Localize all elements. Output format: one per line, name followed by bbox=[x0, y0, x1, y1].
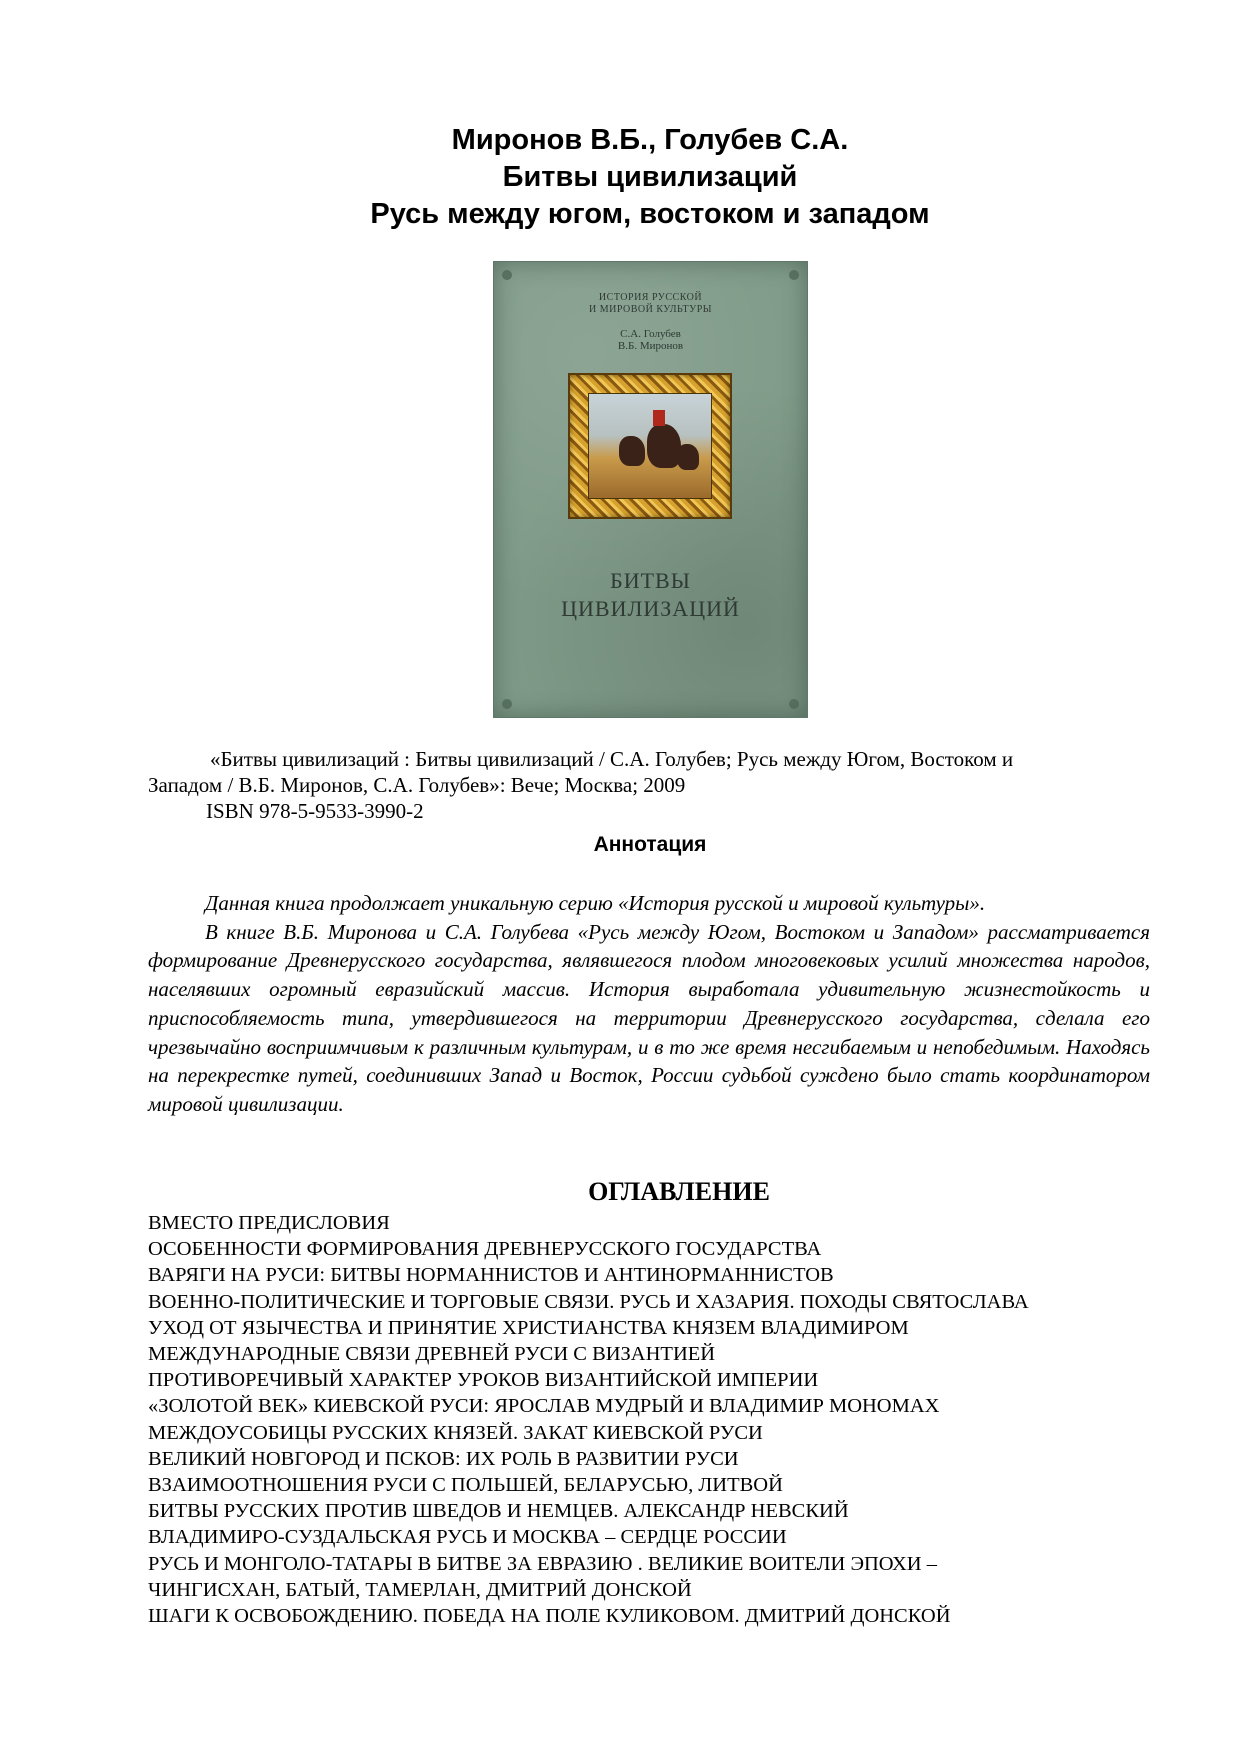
cover-corner-ornament bbox=[789, 699, 799, 709]
cover-corner-ornament bbox=[789, 270, 799, 280]
painting-rider bbox=[619, 436, 645, 466]
isbn: ISBN 978-5-9533-3990-2 bbox=[206, 799, 424, 823]
toc-item: «ЗОЛОТОЙ ВЕК» КИЕВСКОЙ РУСИ: ЯРОСЛАВ МУДРЫЙ И ВЛАДИМИР МОНОМАХ bbox=[148, 1395, 940, 1418]
painting-banner bbox=[653, 410, 665, 426]
annotation-body bbox=[148, 889, 1150, 1119]
annotation-paragraph: Данная книга продолжает уникальную серию «История русской и мировой культуры». bbox=[205, 891, 986, 915]
annotation-paragraph: В книге В.Б. Миронова и С.А. Голубева «Русь между Югом, Востоком и Западом» рассматривается формирование Древнерусского государства, являвшегося плодом многовековых усилий множества народов, населявших огромный евразийский массив. История выработала удивительную жизнестойкость и приспособляемость типа, утвердившегося на территории Древнерусского государства, сделала его чрезвычайно восприимчивым к различным культурам, и в то же время несгибаемым и непобедимым. Находясь на перекрестке путей, соединивших Запад и Восток, России судьбой суждено было стать координатором мировой цивилизации. bbox=[148, 919, 1150, 1116]
citation-text: «Битвы цивилизаций : Битвы цивилизаций / С.А. Голубев; Русь между Югом, Востоком и Западом / В.Б. Миронов, С.А. Голубев»: Вече; Москва; 2009 bbox=[148, 747, 1014, 797]
cover-corner-ornament bbox=[502, 270, 512, 280]
toc-item: ОСОБЕННОСТИ ФОРМИРОВАНИЯ ДРЕВНЕРУССКОГО ГОСУДАРСТВА bbox=[148, 1238, 822, 1261]
bibliographic-record bbox=[148, 746, 1048, 824]
painting-rider bbox=[677, 444, 699, 470]
document-header bbox=[0, 122, 1239, 233]
book-title: Битвы цивилизаций bbox=[502, 161, 798, 193]
toc-item: ВЗАИМООТНОШЕНИЯ РУСИ С ПОЛЬШЕЙ, БЕЛАРУСЬЮ, ЛИТВОЙ bbox=[148, 1474, 783, 1497]
cover-author: В.Б. Миронов bbox=[617, 340, 684, 352]
cover-series-line: ИСТОРИЯ РУССКОЙ bbox=[598, 292, 703, 303]
painting-rider bbox=[647, 424, 681, 468]
toc-item: ВМЕСТО ПРЕДИСЛОВИЯ bbox=[148, 1212, 390, 1234]
toc-item: УХОД ОТ ЯЗЫЧЕСТВА И ПРИНЯТИЕ ХРИСТИАНСТВА КНЯЗЕМ ВЛАДИМИРОМ bbox=[148, 1316, 909, 1339]
cover-title bbox=[494, 567, 807, 623]
toc-item: ВОЕННО-ПОЛИТИЧЕСКИЕ И ТОРГОВЫЕ СВЯЗИ. РУСЬ И ХАЗАРИЯ. ПОХОДЫ СВЯТОСЛАВА bbox=[148, 1290, 1029, 1313]
toc-item: ШАГИ К ОСВОБОЖДЕНИЮ. ПОБЕДА НА ПОЛЕ КУЛИКОВОМ. ДМИТРИЙ ДОНСКОЙ bbox=[148, 1605, 951, 1628]
toc-item: ВЛАДИМИРО-СУЗДАЛЬСКАЯ РУСЬ И МОСКВА – СЕРДЦЕ РОССИИ bbox=[148, 1526, 787, 1549]
cover-title-line: ЦИВИЛИЗАЦИЙ bbox=[561, 596, 740, 621]
book-authors: Миронов В.Б., Голубев С.А. bbox=[451, 124, 849, 156]
toc-item: МЕЖДУНАРОДНЫЕ СВЯЗИ ДРЕВНЕЙ РУСИ С ВИЗАНТИЕЙ bbox=[148, 1343, 716, 1366]
book-subtitle: Русь между югом, востоком и западом bbox=[370, 198, 930, 230]
annotation-heading: Аннотация bbox=[593, 833, 707, 856]
toc-heading: ОГЛАВЛЕНИЕ bbox=[588, 1177, 770, 1206]
toc-item: ЧИНГИСХАН, БАТЫЙ, ТАМЕРЛАН, ДМИТРИЙ ДОНСКОЙ bbox=[148, 1578, 692, 1601]
toc-item: ВЕЛИКИЙ НОВГОРОД И ПСКОВ: ИХ РОЛЬ В РАЗВИТИИ РУСИ bbox=[148, 1447, 739, 1470]
toc-item: БИТВЫ РУССКИХ ПРОТИВ ШВЕДОВ И НЕМЦЕВ. АЛЕКСАНДР НЕВСКИЙ bbox=[148, 1500, 849, 1523]
cover-title-line: БИТВЫ bbox=[610, 568, 691, 593]
cover-author: С.А. Голубев bbox=[620, 328, 681, 340]
table-of-contents bbox=[148, 1210, 1148, 1629]
cover-gilded-frame bbox=[570, 375, 730, 517]
toc-item: ВАРЯГИ НА РУСИ: БИТВЫ НОРМАННИСТОВ И АНТИНОРМАННИСТОВ bbox=[148, 1264, 834, 1287]
toc-item: РУСЬ И МОНГОЛО-ТАТАРЫ В БИТВЕ ЗА ЕВРАЗИЮ . ВЕЛИКИЕ ВОИТЕЛИ ЭПОХИ – bbox=[148, 1552, 937, 1575]
cover-series-name bbox=[494, 292, 807, 316]
cover-series-line: И МИРОВОЙ КУЛЬТУРЫ bbox=[588, 304, 713, 315]
cover-battle-painting bbox=[588, 393, 712, 499]
book-cover-image bbox=[493, 261, 808, 718]
toc-item: МЕЖДОУСОБИЦЫ РУССКИХ КНЯЗЕЙ. ЗАКАТ КИЕВСКОЙ РУСИ bbox=[148, 1421, 763, 1444]
cover-corner-ornament bbox=[502, 699, 512, 709]
toc-item: ПРОТИВОРЕЧИВЫЙ ХАРАКТЕР УРОКОВ ВИЗАНТИЙСКОЙ ИМПЕРИИ bbox=[148, 1369, 819, 1392]
cover-authors bbox=[494, 328, 807, 352]
